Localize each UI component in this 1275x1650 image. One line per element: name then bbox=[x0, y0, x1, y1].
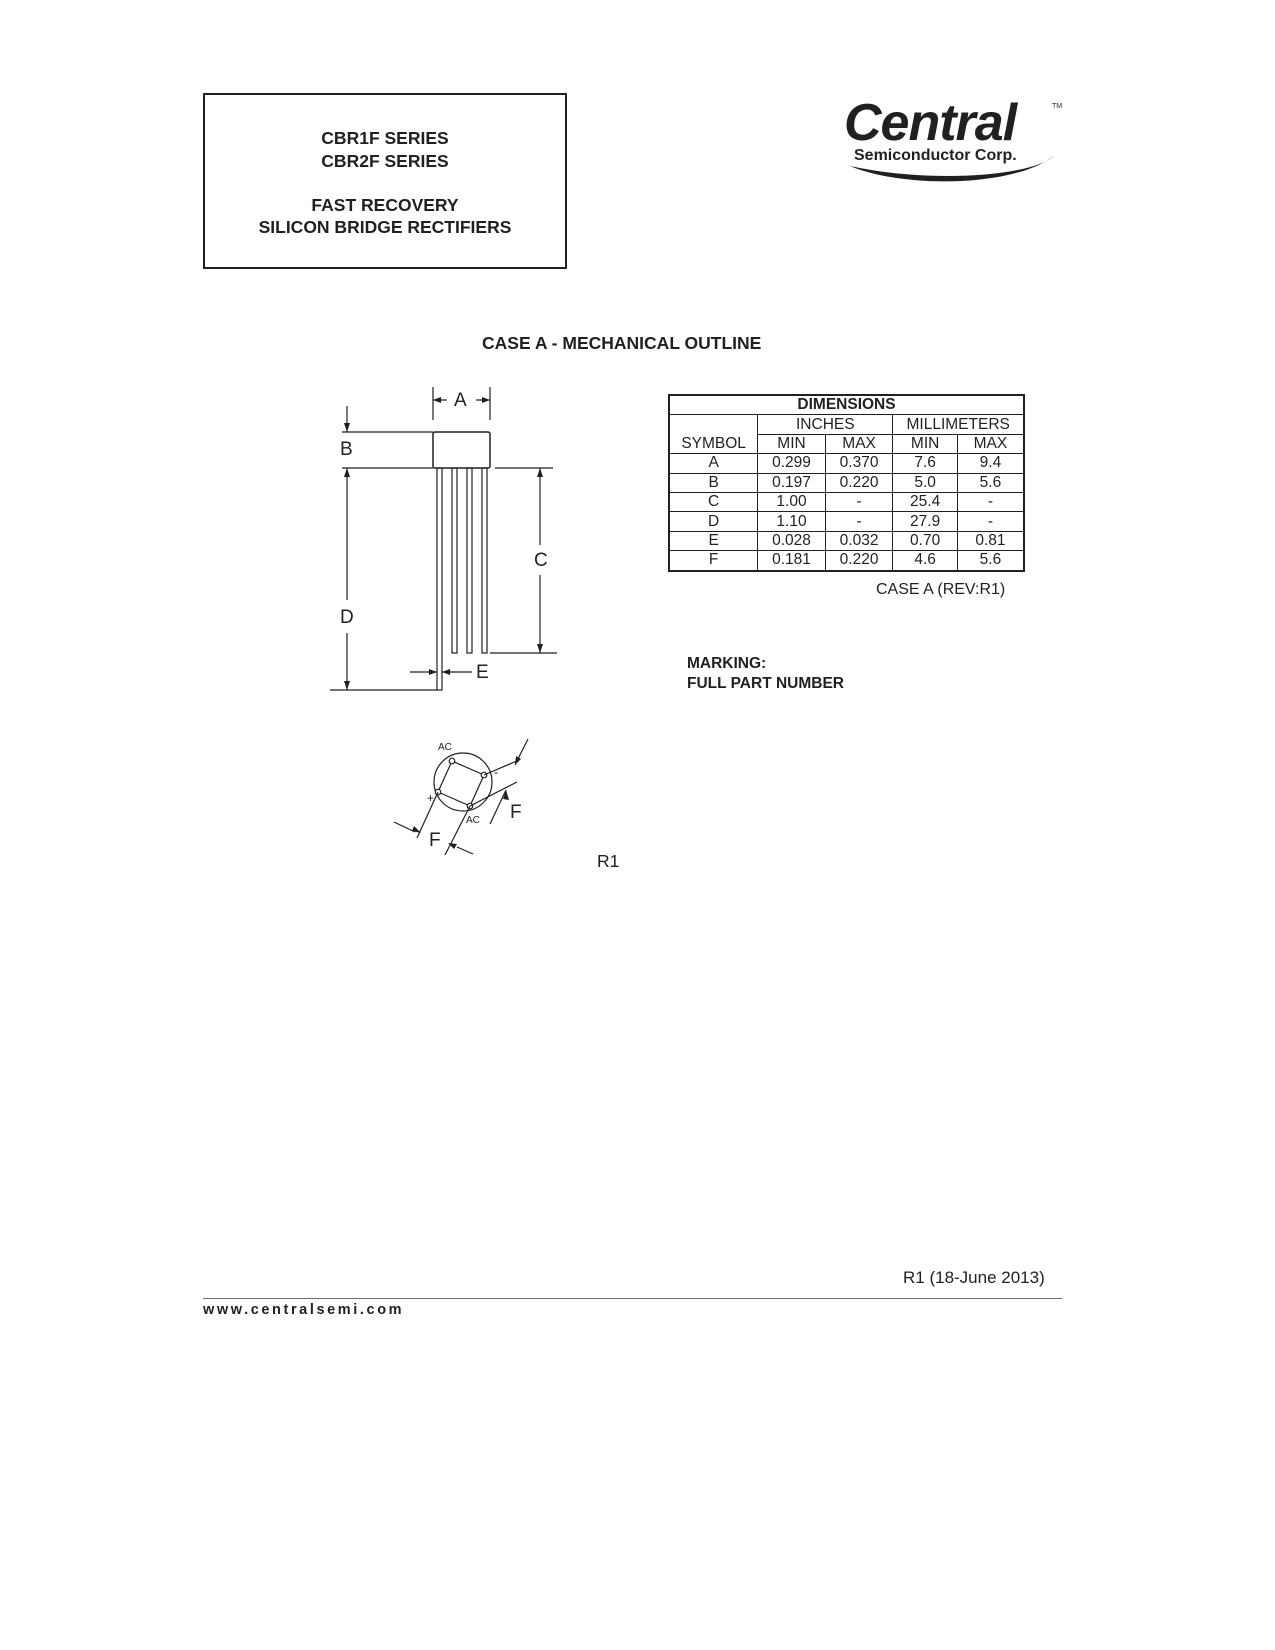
table-cell: 7.6 bbox=[893, 454, 958, 473]
table-cell: E bbox=[669, 531, 758, 550]
table-cell: - bbox=[957, 492, 1024, 511]
pin-label-minus: - bbox=[494, 765, 498, 779]
table-cell: 0.028 bbox=[758, 531, 826, 550]
table-row bbox=[669, 473, 1024, 492]
table-cell: 0.370 bbox=[825, 454, 893, 473]
description-line-1: FAST RECOVERY bbox=[311, 195, 459, 215]
bottom-view-drawing bbox=[385, 730, 565, 870]
marking-block bbox=[687, 654, 844, 694]
side-view-drawing bbox=[300, 375, 590, 695]
pin-label-ac-bottom: AC bbox=[466, 815, 480, 826]
unit-header-inches: INCHES bbox=[758, 415, 893, 434]
column-header-mm-max: MAX bbox=[957, 434, 1024, 453]
description-line-2: SILICON BRIDGE RECTIFIERS bbox=[258, 217, 512, 237]
website-link[interactable]: www.centralsemi.com bbox=[203, 1302, 405, 1318]
table-cell: 0.181 bbox=[758, 551, 826, 571]
logo-trademark: TM bbox=[1052, 103, 1063, 110]
dim-label-f-right: F bbox=[510, 802, 522, 823]
table-row bbox=[669, 531, 1024, 550]
dim-label-e: E bbox=[476, 662, 489, 683]
section-title: CASE A - MECHANICAL OUTLINE bbox=[482, 333, 762, 353]
table-blank-header bbox=[669, 415, 758, 434]
lead-2 bbox=[452, 468, 457, 653]
dim-label-a: A bbox=[454, 390, 467, 411]
table-cell: 0.81 bbox=[957, 531, 1024, 550]
table-cell: 1.10 bbox=[758, 512, 826, 531]
table-cell: 5.6 bbox=[957, 551, 1024, 571]
central-logo bbox=[842, 88, 1068, 184]
column-header-symbol: SYMBOL bbox=[669, 434, 758, 453]
pin-label-plus: + bbox=[427, 791, 435, 805]
series-line-1: CBR1F SERIES bbox=[321, 128, 449, 148]
table-row bbox=[669, 454, 1024, 473]
table-cell: - bbox=[825, 492, 893, 511]
table-cell: 0.197 bbox=[758, 473, 826, 492]
table-cell: 5.0 bbox=[893, 473, 958, 492]
table-cell: - bbox=[957, 512, 1024, 531]
logo-tagline: Semiconductor Corp. bbox=[854, 147, 1017, 164]
dim-label-f-left: F bbox=[429, 830, 441, 851]
series-line-2: CBR2F SERIES bbox=[321, 151, 449, 171]
lead-4 bbox=[482, 468, 487, 653]
table-cell: B bbox=[669, 473, 758, 492]
column-header-in-max: MAX bbox=[825, 434, 893, 453]
title-box bbox=[203, 93, 567, 269]
unit-header-mm: MILLIMETERS bbox=[893, 415, 1024, 434]
table-cell: D bbox=[669, 512, 758, 531]
table-cell: - bbox=[825, 512, 893, 531]
pin-label-ac-top: AC bbox=[438, 742, 452, 753]
table-cell: F bbox=[669, 551, 758, 571]
column-header-mm-min: MIN bbox=[893, 434, 958, 453]
table-title: DIMENSIONS bbox=[669, 395, 1024, 415]
table-row bbox=[669, 512, 1024, 531]
case-revision-note: CASE A (REV:R1) bbox=[876, 581, 1006, 598]
table-row bbox=[669, 551, 1024, 571]
dimensions-table bbox=[668, 394, 1025, 572]
dim-label-c: C bbox=[534, 550, 548, 571]
pin-square bbox=[438, 761, 484, 806]
column-header-in-min: MIN bbox=[758, 434, 826, 453]
marking-value: FULL PART NUMBER bbox=[687, 675, 844, 692]
dim-label-d: D bbox=[340, 607, 354, 628]
table-cell: 5.6 bbox=[957, 473, 1024, 492]
table-cell: 1.00 bbox=[758, 492, 826, 511]
table-row bbox=[669, 492, 1024, 511]
document-revision: R1 (18-June 2013) bbox=[903, 1268, 1045, 1287]
table-cell: 0.70 bbox=[893, 531, 958, 550]
table-cell: A bbox=[669, 454, 758, 473]
table-cell: 9.4 bbox=[957, 454, 1024, 473]
dim-label-b: B bbox=[340, 439, 353, 460]
table-cell: 0.299 bbox=[758, 454, 826, 473]
table-cell: 4.6 bbox=[893, 551, 958, 571]
pin-ac-top bbox=[449, 758, 455, 764]
table-cell: 0.032 bbox=[825, 531, 893, 550]
lead-3 bbox=[467, 468, 472, 653]
table-cell: 25.4 bbox=[893, 492, 958, 511]
table-cell: C bbox=[669, 492, 758, 511]
table-cell: 0.220 bbox=[825, 473, 893, 492]
marking-label: MARKING: bbox=[687, 655, 767, 672]
table-cell: 27.9 bbox=[893, 512, 958, 531]
package-body bbox=[433, 432, 490, 468]
table-cell: 0.220 bbox=[825, 551, 893, 571]
lead-1 bbox=[437, 468, 442, 690]
outline-revision-label: R1 bbox=[597, 851, 620, 871]
logo-wordmark: Central bbox=[844, 94, 1017, 152]
footer-divider bbox=[203, 1298, 1062, 1299]
